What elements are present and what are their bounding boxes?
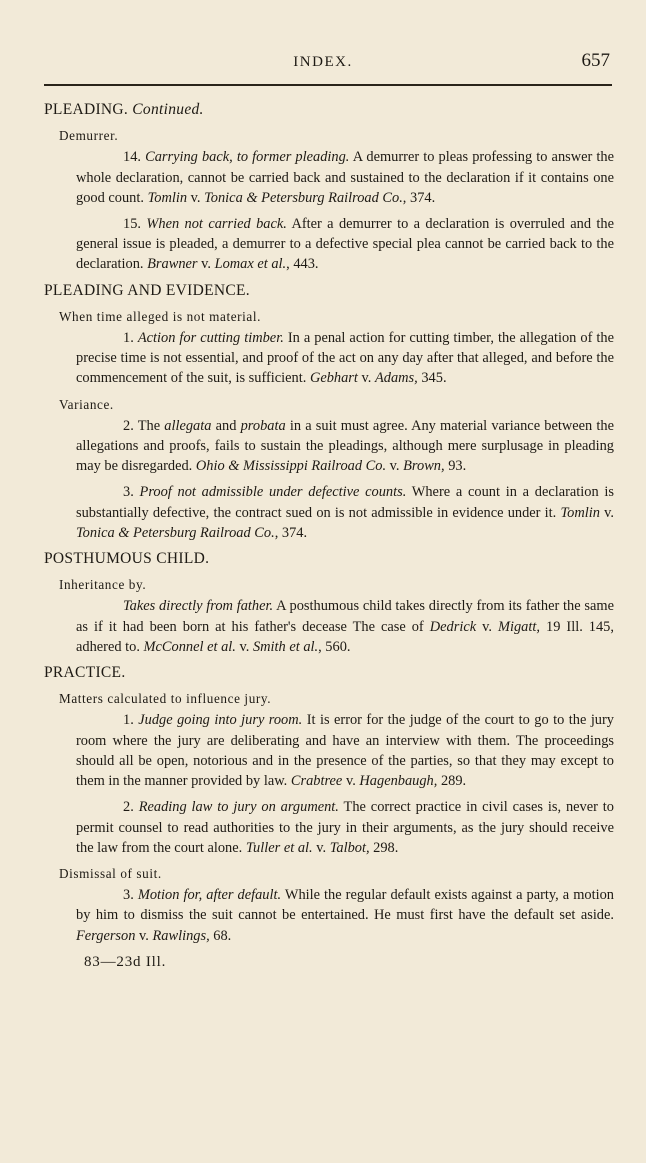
heading-pleading-and-evidence: PLEADING AND EVIDENCE.	[44, 281, 250, 299]
entry-practice-1: 1. Judge going into jury room. It is error for the judge of the court to go to the jury room where the jury are deliberating and have an interview with them. The proceedings should all be open, notorious and in the presence of the parties, so that they may except to them in the manner provided by law. Crabtree v. Hagenbaugh, 289.	[76, 712, 614, 790]
entry-posthumous-1: Takes directly from father. A posthumous child takes directly from its father the same as if it had been born at his father's decease The case of Dedrick v. Migatt, 19 Ill. 145, adhered to. McConnel et al. v. Smith et al., 560.	[76, 598, 615, 655]
entry-practice-3: 3. Motion for, after default. While the regular default exists against a party, a motion by him to dismiss the suit cannot be entertained. He must first have the default set aside. Fergerson v. Rawlings, 68.	[76, 887, 614, 944]
subheading-dismissal: Dismissal of suit.	[59, 865, 162, 881]
subheading-influence-jury: Matters calculated to influence jury.	[59, 691, 272, 707]
entry-pe-3: 3. Proof not admissible under defective counts. Where a count in a declaration is substantially defective, the contract sued on is not admissible in evidence under it. Tomlin v. Tonica & Petersburg Railroad Co., 374.	[76, 484, 615, 541]
entry-pe-1: 1. Action for cutting timber. In a penal action for cutting timber, the allegation of the precise time is not essential, and proof of the act on any day after that alleged, and before the commencement of the suit, is sufficient. Gebhart v. Adams, 345.	[76, 330, 614, 387]
entry-practice-2: 2. Reading law to jury on argument. The correct practice in civil cases is, never to permit counsel to read authorities to the jury in their arguments, as the jury should receive the law from the court alone. Tuller et al. v. Talbot, 298.	[76, 799, 615, 856]
heading-pleading: PLEADING. Continued.	[44, 101, 204, 118]
entry-pe-2: 2. The allegata and probata in a suit must agree. Any material variance between the allegations and proofs, fails to sustain the pleadings, although mere surplusage in pleading may be disregarded. Ohio & Mississippi Railroad Co. v. Brown, 93.	[76, 417, 614, 475]
subheading-time-not-material: When time alleged is not material.	[59, 308, 262, 324]
subheading-demurrer: Demurrer.	[59, 128, 119, 144]
entry-pleading-15: 15. When not carried back. After a demurrer to a declaration is overruled and the general issue is pleaded, a demurrer to a defective special plea cannot be carried back to the declaration. Brawner v. Lomax et al., 443.	[76, 216, 614, 273]
running-title: INDEX.	[293, 54, 353, 70]
signature-mark: 83—23d Ill.	[84, 953, 167, 970]
subheading-variance: Variance.	[59, 396, 114, 412]
index-content	[44, 94, 614, 972]
heading-posthumous-child: POSTHUMOUS CHILD.	[44, 550, 210, 568]
subheading-inheritance: Inheritance by.	[59, 577, 147, 593]
header-rule	[44, 84, 612, 86]
heading-practice: PRACTICE.	[44, 664, 126, 682]
page-number: 657	[581, 50, 610, 71]
running-header	[0, 50, 646, 74]
entry-pleading-14: 14. Carrying back, to former pleading. A demurrer to pleas professing to answer the whole declaration, cannot be carried back and sustained to the declaration if it contains one good count. Tomlin v. Tonica & Petersburg Railroad Co., 374.	[76, 149, 614, 206]
